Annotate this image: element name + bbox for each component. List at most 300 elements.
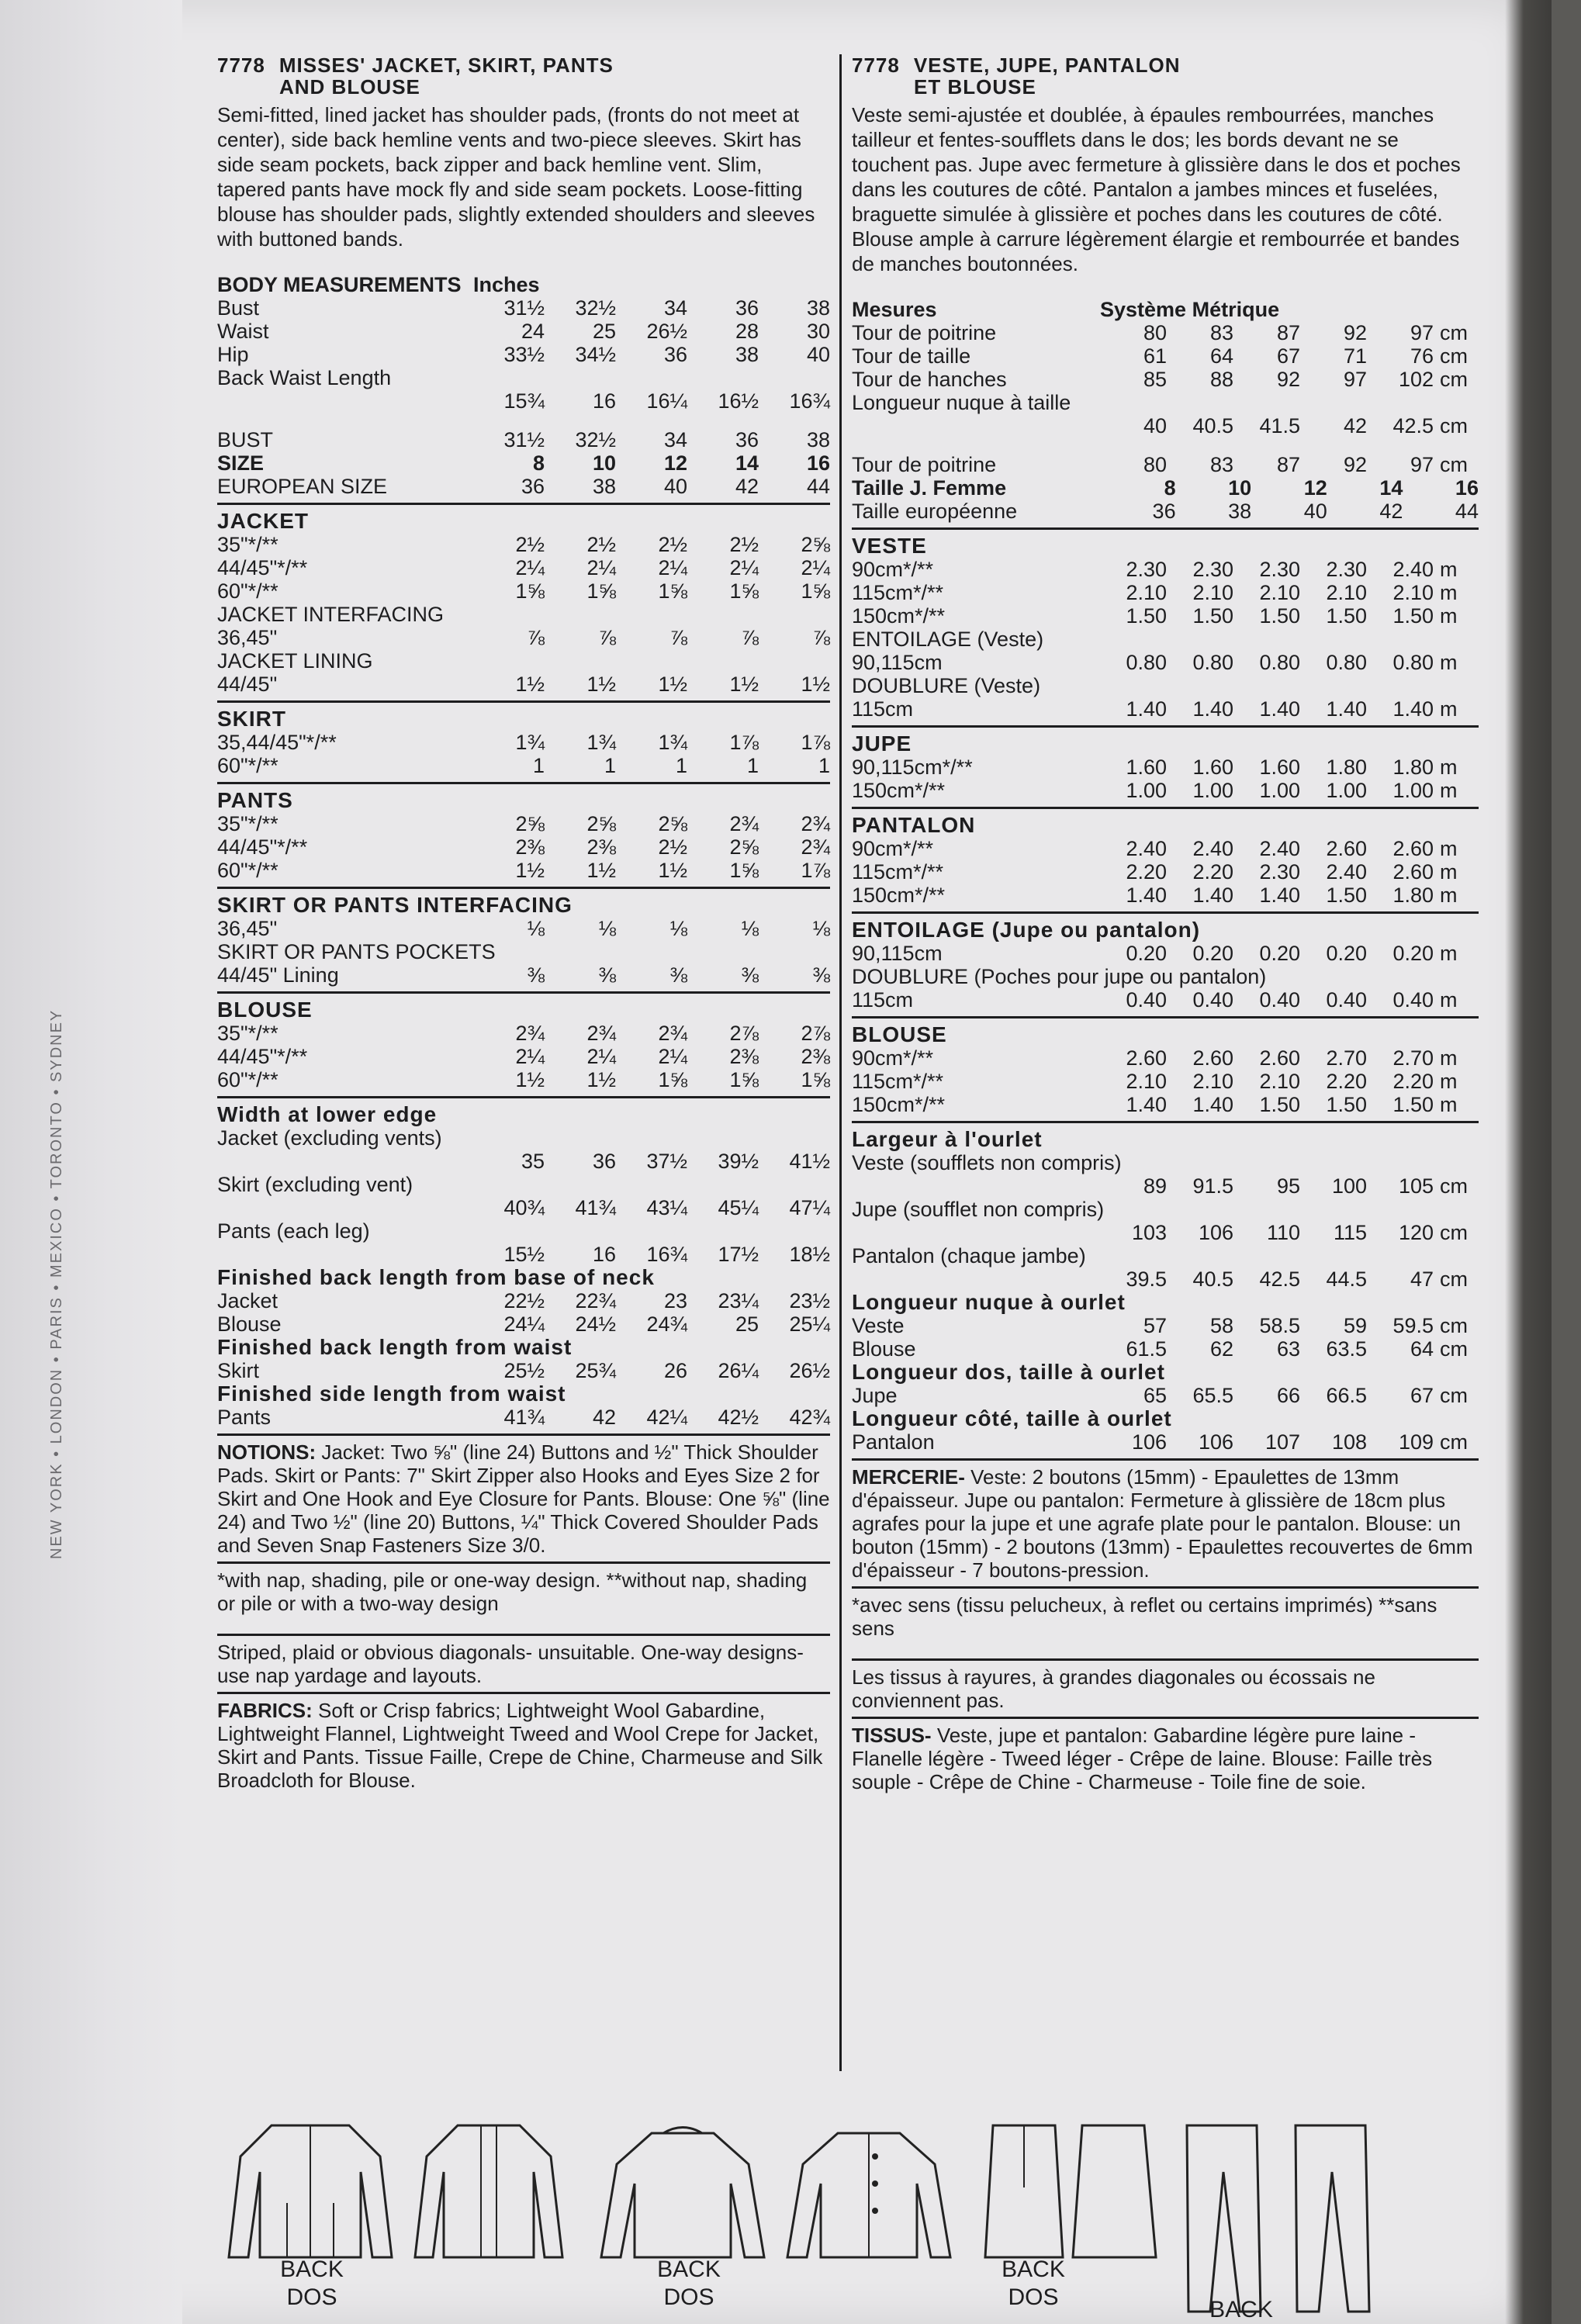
row-unit: m xyxy=(1440,779,1458,802)
back-waist-label: Longueur nuque à taille xyxy=(852,391,1071,414)
row-value: 38 xyxy=(1228,500,1252,523)
row-value: 16¾ xyxy=(789,389,830,413)
finished-length-title: Longueur nuque à ourlet xyxy=(852,1290,1126,1314)
row-value: 1½ xyxy=(586,859,616,882)
pattern-number: 7778 xyxy=(852,54,900,77)
row-value: 2.20 xyxy=(1392,1070,1434,1093)
row-value: 87 xyxy=(1276,321,1300,344)
row-value: 108 xyxy=(1331,1430,1367,1454)
back-waist-row xyxy=(217,389,830,413)
row-value: 36 xyxy=(663,343,687,366)
finished-length-title: Finished side length from waist xyxy=(217,1382,566,1406)
row-value: 31½ xyxy=(503,296,545,320)
row-value: 2⅜ xyxy=(586,835,616,859)
row-value: 39.5 xyxy=(1126,1267,1167,1291)
row-value: 1⅝ xyxy=(801,579,830,603)
row-value: 66 xyxy=(1276,1384,1300,1407)
yardage-row xyxy=(852,604,1479,628)
row-value: 62 xyxy=(1209,1337,1233,1361)
row-value: ⅞ xyxy=(812,626,830,649)
row-label: 35"*/** xyxy=(217,812,278,835)
row-value: 41.5 xyxy=(1259,414,1300,437)
row-label: Jupe xyxy=(852,1384,898,1407)
notions-block xyxy=(852,1465,1479,1582)
row-value: 102 xyxy=(1398,368,1434,391)
row-value: 1 xyxy=(532,754,545,777)
row-value: 44.5 xyxy=(1326,1267,1367,1291)
subsection-title: ENTOILAGE (Veste) xyxy=(852,628,1044,651)
row-value: 2.40 xyxy=(1326,860,1367,884)
row-value: 59.5 xyxy=(1392,1314,1434,1337)
subsection-title: SKIRT OR PANTS POCKETS xyxy=(217,940,496,963)
row-value: 26 xyxy=(663,1359,687,1382)
row-unit: m xyxy=(1440,860,1458,884)
row-value: 0.80 xyxy=(1126,651,1167,674)
row-value: 1½ xyxy=(515,673,545,696)
row-value: 1¾ xyxy=(658,731,687,754)
row-value: ⅛ xyxy=(669,917,687,940)
row-label: Skirt xyxy=(217,1359,259,1382)
body-title: BODY MEASUREMENTS xyxy=(217,273,462,296)
row-value: 25¾ xyxy=(575,1359,616,1382)
row-value: 2⅝ xyxy=(729,835,759,859)
yardage-row xyxy=(852,581,1479,604)
row-value: 44 xyxy=(1455,500,1479,523)
row-value: 38 xyxy=(806,428,830,451)
row-value: ⅛ xyxy=(527,917,545,940)
row-value: 2⅞ xyxy=(801,1022,830,1045)
row-value: 42 xyxy=(592,1406,616,1429)
notions-text: Jacket: Two ⅝" (line 24) Buttons and ½" Thick Shoulder Pads. Skirt or Pants: 7" Skirt Zipper also Hooks and Eyes Size 2 for Skirt and One Hook and Eye Closure for Pants. Blouse: One ⅝" (line 24) and Two ½" (line 20) Buttons, ¼" Thick Covered Shoulder Pads and Seven Snap Fasteners Size 3/0. xyxy=(217,1440,830,1557)
row-value: 1 xyxy=(746,754,759,777)
row-label: Blouse xyxy=(217,1312,282,1336)
row-value: 39½ xyxy=(718,1150,759,1173)
width-row xyxy=(217,1243,830,1266)
title-line-1: MISSES' JACKET, SKIRT, PANTS xyxy=(278,54,614,77)
row-value: 2⅞ xyxy=(729,1022,759,1045)
row-value: 65.5 xyxy=(1192,1384,1233,1407)
row-label: 115cm xyxy=(852,697,914,721)
finished-length-row xyxy=(852,1337,1479,1361)
width-row xyxy=(217,1196,830,1219)
row-value: 2.40 xyxy=(1192,837,1233,860)
body-row xyxy=(852,344,1479,368)
yardage-row xyxy=(217,754,830,777)
row-value: 67 xyxy=(1276,344,1300,368)
body-unit: Inches xyxy=(473,273,540,296)
spacer xyxy=(217,413,830,428)
blouse-back-drawing xyxy=(590,2110,776,2265)
row-value: 0.20 xyxy=(1126,942,1167,965)
row-value: 41¾ xyxy=(575,1196,616,1219)
row-value: 2¾ xyxy=(729,812,759,835)
row-label: Hip xyxy=(217,343,249,366)
spacer xyxy=(217,1615,830,1629)
row-value: 42.5 xyxy=(1392,414,1434,437)
spacer xyxy=(852,437,1479,453)
blouse-front-drawing xyxy=(776,2110,962,2265)
row-label: 90,115cm xyxy=(852,942,943,965)
row-value: 2⅝ xyxy=(515,812,545,835)
row-value: 1.50 xyxy=(1259,604,1300,628)
row-label: BUST xyxy=(217,428,274,451)
row-value: 61.5 xyxy=(1126,1337,1167,1361)
row-value: 83 xyxy=(1209,321,1233,344)
row-value: 1⅞ xyxy=(729,731,759,754)
row-value: 1⅞ xyxy=(801,859,830,882)
row-unit: m xyxy=(1440,558,1458,581)
row-value: 1.00 xyxy=(1192,779,1233,802)
row-unit: cm xyxy=(1440,1267,1468,1291)
row-value: 2.20 xyxy=(1192,860,1233,884)
section-rule xyxy=(217,1433,830,1436)
yardage-row xyxy=(217,812,830,835)
row-value: 92 xyxy=(1343,321,1367,344)
row-unit: m xyxy=(1440,697,1458,721)
striped-note: Striped, plaid or obvious diagonals- unsuitable. One-way designs- use nap yardage and layouts. xyxy=(217,1641,804,1687)
row-value: 2.10 xyxy=(1126,1070,1167,1093)
row-value: 106 xyxy=(1131,1430,1167,1454)
row-value: 42¼ xyxy=(646,1406,687,1429)
row-unit: m xyxy=(1440,651,1458,674)
nap-note: *avec sens (tissu pelucheux, à reflet ou certains imprimés) **sans sens xyxy=(852,1593,1437,1640)
body-row xyxy=(217,343,830,366)
row-value: 1½ xyxy=(586,1068,616,1091)
back-waist-row xyxy=(852,414,1479,437)
row-value: 2¾ xyxy=(801,812,830,835)
row-value: 1½ xyxy=(801,673,830,696)
row-unit: cm xyxy=(1440,1314,1468,1337)
row-value: 2.70 xyxy=(1326,1046,1367,1070)
row-value: 2½ xyxy=(729,533,759,556)
body-measurements-title xyxy=(217,273,830,296)
row-label: Tour de hanches xyxy=(852,368,1007,391)
row-value: ⅞ xyxy=(598,626,616,649)
width-label: Skirt (excluding vent) xyxy=(217,1173,413,1196)
row-value: 15¾ xyxy=(503,389,545,413)
row-value: 36 xyxy=(592,1150,616,1173)
body-row xyxy=(217,320,830,343)
row-value: 106 xyxy=(1198,1430,1233,1454)
row-label: 44/45"*/** xyxy=(217,835,308,859)
row-value: 2⅜ xyxy=(729,1045,759,1068)
row-value: 16 xyxy=(592,1243,616,1266)
row-value: 44 xyxy=(806,475,830,498)
yardage-row xyxy=(217,859,830,882)
row-value: ⅞ xyxy=(669,626,687,649)
row-value: 1⅝ xyxy=(729,1068,759,1091)
row-unit: cm xyxy=(1440,321,1468,344)
section-rule xyxy=(217,887,830,889)
section-rule xyxy=(217,1692,830,1694)
row-label: 60"*/** xyxy=(217,859,278,882)
row-value: 1.60 xyxy=(1259,756,1300,779)
row-value: 2½ xyxy=(586,533,616,556)
row-value: ⅜ xyxy=(669,963,687,987)
row-label: Waist xyxy=(217,320,269,343)
row-label: 90,115cm*/** xyxy=(852,756,973,779)
row-value: 35 xyxy=(521,1150,545,1173)
row-label: 150cm*/** xyxy=(852,1093,946,1116)
row-value: 16¼ xyxy=(646,389,687,413)
row-value: 1⅝ xyxy=(801,1068,830,1091)
french-column xyxy=(852,54,1479,1793)
row-value: 2.10 xyxy=(1259,581,1300,604)
row-value: 22¾ xyxy=(575,1289,616,1312)
row-label: 90,115cm xyxy=(852,651,943,674)
row-value: 2¾ xyxy=(515,1022,545,1045)
fabrics-label: TISSUS- xyxy=(852,1724,932,1747)
description: Veste semi-ajustée et doublée, à épaules rembourrées, manches tailleur et fentes-soufflets dans le dos; les bords devant ne se touchent pas. Jupe avec fermeture à glissière dans le dos et poches dans les coutures de côté. Pantalon a jambes minces et fuselées, braguette simulée à glissière et poches dans les coutures de côté. Blouse ample à carrure légèrement élargie et rembourrée et bandes de manches boutonnées. xyxy=(852,103,1461,275)
row-value: 80 xyxy=(1143,321,1167,344)
row-value: 115 xyxy=(1333,1221,1367,1244)
row-label: 90cm*/** xyxy=(852,558,934,581)
row-value: 66.5 xyxy=(1326,1384,1367,1407)
yardage-row xyxy=(852,884,1479,907)
row-value: 1.40 xyxy=(1126,1093,1167,1116)
row-value: 34½ xyxy=(575,343,616,366)
row-value: 1.60 xyxy=(1192,756,1233,779)
row-value: 31½ xyxy=(503,428,545,451)
row-value: 1.50 xyxy=(1392,604,1434,628)
row-unit: cm xyxy=(1440,368,1468,391)
row-unit: cm xyxy=(1440,1337,1468,1361)
section-rule xyxy=(217,1096,830,1098)
row-value: 36 xyxy=(735,296,759,320)
row-value: 2⅜ xyxy=(515,835,545,859)
row-value: 58 xyxy=(1209,1314,1233,1337)
width-label: Pantalon (chaque jambe) xyxy=(852,1244,1086,1267)
yardage-row xyxy=(852,779,1479,802)
row-value: ⅜ xyxy=(527,963,545,987)
section-rule xyxy=(852,1717,1479,1719)
section-title: BLOUSE xyxy=(852,1022,947,1046)
section-rule xyxy=(852,1016,1479,1018)
row-unit: cm xyxy=(1440,453,1468,476)
body-measurements-title xyxy=(852,298,1479,321)
row-value: 1 xyxy=(604,754,616,777)
bust-row xyxy=(852,453,1479,476)
row-value: 40 xyxy=(1303,500,1327,523)
section-rule xyxy=(852,911,1479,914)
pattern-number: 7778 xyxy=(217,54,265,77)
row-value: 2.10 xyxy=(1192,581,1233,604)
yardage-row xyxy=(217,556,830,579)
section-title: SKIRT OR PANTS INTERFACING xyxy=(217,893,573,917)
row-value: 1⅝ xyxy=(729,859,759,882)
body-unit: Système Métrique xyxy=(1100,298,1280,321)
row-value: 14 xyxy=(735,451,759,475)
row-label: 60"*/** xyxy=(217,579,278,603)
yardage-row xyxy=(217,579,830,603)
row-value: 1.00 xyxy=(1392,779,1434,802)
row-value: 0.20 xyxy=(1192,942,1233,965)
row-value: 97 xyxy=(1343,368,1367,391)
row-unit: cm xyxy=(1440,1174,1468,1198)
row-unit: m xyxy=(1440,942,1458,965)
row-unit: m xyxy=(1440,1093,1458,1116)
row-value: 42 xyxy=(735,475,759,498)
row-label: 150cm*/** xyxy=(852,604,946,628)
row-value: ⅜ xyxy=(812,963,830,987)
description: Semi-fitted, lined jacket has shoulder pads, (fronts do not meet at center), side back hemline vents and two-piece sleeves. Skirt has side seam pockets, back zipper and back hemline vent. Slim, tapered pants have mock fly and side seam pockets. Loose-fitting blouse has shoulder pads, slightly extended shoulders and sleeves with buttoned bands. xyxy=(217,103,815,251)
row-label: 60"*/** xyxy=(217,754,278,777)
row-value: 89 xyxy=(1143,1174,1167,1198)
row-unit: m xyxy=(1440,1070,1458,1093)
row-value: 97 xyxy=(1410,453,1434,476)
row-value: 0.80 xyxy=(1326,651,1367,674)
row-value: 109 xyxy=(1398,1430,1434,1454)
row-value: 1.00 xyxy=(1259,779,1300,802)
yardage-row xyxy=(217,1045,830,1068)
row-label: 35,44/45"*/** xyxy=(217,731,337,754)
finished-length-title: Finished back length from waist xyxy=(217,1335,573,1359)
row-value: 40 xyxy=(806,343,830,366)
row-value: 92 xyxy=(1276,368,1300,391)
row-label: Jacket xyxy=(217,1289,278,1312)
pattern-title xyxy=(217,54,830,76)
subsection-title: DOUBLURE (Veste) xyxy=(852,674,1041,697)
subsection-title: JACKET INTERFACING xyxy=(217,603,445,626)
row-value: 14 xyxy=(1379,476,1403,500)
yardage-row xyxy=(852,942,1479,965)
row-unit: cm xyxy=(1440,344,1468,368)
row-value: 0.40 xyxy=(1326,988,1367,1012)
row-value: 0.20 xyxy=(1259,942,1300,965)
section-rule xyxy=(217,503,830,505)
yardage-row xyxy=(217,1068,830,1091)
row-value: 103 xyxy=(1131,1221,1167,1244)
size-row xyxy=(217,451,830,475)
row-value: 30 xyxy=(806,320,830,343)
row-value: 0.40 xyxy=(1126,988,1167,1012)
row-value: 2¾ xyxy=(658,1022,687,1045)
row-value: 37½ xyxy=(646,1150,687,1173)
row-value: 1.50 xyxy=(1259,1093,1300,1116)
row-label: 44/45" Lining xyxy=(217,963,339,987)
finished-length-row xyxy=(852,1430,1479,1454)
drawing-label-2: BACK DOS xyxy=(657,2257,721,2310)
body-title: Mesures xyxy=(852,298,937,321)
envelope-fold xyxy=(0,0,182,2324)
finished-length-title: Longueur dos, taille à ourlet xyxy=(852,1360,1165,1384)
row-value: 2¼ xyxy=(515,556,545,579)
row-label: Bust xyxy=(217,296,260,320)
yardage-row xyxy=(217,1022,830,1045)
row-label: 150cm*/** xyxy=(852,884,946,907)
row-label: Veste xyxy=(852,1314,905,1337)
torn-edge xyxy=(1505,0,1552,2324)
section-rule xyxy=(852,1121,1479,1123)
section-rule xyxy=(852,1458,1479,1461)
row-value: 1.40 xyxy=(1192,884,1233,907)
yardage-row xyxy=(852,1093,1479,1116)
row-value: 22½ xyxy=(503,1289,545,1312)
yardage-row xyxy=(852,860,1479,884)
row-value: 16 xyxy=(592,389,616,413)
row-value: 0.80 xyxy=(1259,651,1300,674)
row-value: 10 xyxy=(592,451,616,475)
row-value: 0.80 xyxy=(1192,651,1233,674)
row-value: 2.60 xyxy=(1192,1046,1233,1070)
row-value: 1 xyxy=(675,754,687,777)
row-value: 59 xyxy=(1343,1314,1367,1337)
yardage-row xyxy=(852,1070,1479,1093)
row-value: 42.5 xyxy=(1259,1267,1300,1291)
row-value: 47¼ xyxy=(789,1196,830,1219)
row-value: 2.60 xyxy=(1259,1046,1300,1070)
row-value: 17½ xyxy=(718,1243,759,1266)
row-value: 16 xyxy=(1455,476,1479,500)
row-value: 2.30 xyxy=(1259,558,1300,581)
subsection-title: DOUBLURE (Poches pour jupe ou pantalon) xyxy=(852,965,1267,988)
row-value: 1.40 xyxy=(1192,697,1233,721)
section-title: PANTALON xyxy=(852,813,976,837)
finished-length-row xyxy=(217,1359,830,1382)
section-title: SKIRT xyxy=(217,707,286,731)
section-title: VESTE xyxy=(852,534,927,558)
body-row xyxy=(852,368,1479,391)
row-value: 83 xyxy=(1209,453,1233,476)
row-label: Blouse xyxy=(852,1337,916,1361)
back-view-drawings xyxy=(217,2110,1458,2324)
row-value: 105 xyxy=(1398,1174,1434,1198)
bust-row xyxy=(217,428,830,451)
title-line-1: VESTE, JUPE, PANTALON xyxy=(913,54,1181,77)
row-value: 24 xyxy=(521,320,545,343)
yardage-row xyxy=(217,673,830,696)
row-label: Taille J. Femme xyxy=(852,476,1007,500)
section-title: BLOUSE xyxy=(217,998,313,1022)
row-value: 67 xyxy=(1410,1384,1434,1407)
finished-length-row xyxy=(217,1312,830,1336)
row-value: 1¾ xyxy=(586,731,616,754)
row-label: 36,45" xyxy=(217,917,278,940)
spacer xyxy=(852,1640,1479,1654)
row-value: 23½ xyxy=(789,1289,830,1312)
drawing-label-1: BACK DOS xyxy=(280,2257,344,2310)
row-value: 25 xyxy=(592,320,616,343)
row-value: 0.40 xyxy=(1192,988,1233,1012)
section-rule xyxy=(217,1634,830,1636)
yardage-row xyxy=(217,533,830,556)
row-value: 1.60 xyxy=(1126,756,1167,779)
row-value: 0.20 xyxy=(1326,942,1367,965)
row-label: Tour de taille xyxy=(852,344,971,368)
pattern-title xyxy=(852,54,1479,76)
row-value: 2½ xyxy=(515,533,545,556)
section-rule xyxy=(217,700,830,703)
row-value: 2¼ xyxy=(801,556,830,579)
row-value: 40¾ xyxy=(503,1196,545,1219)
row-label: Pants xyxy=(217,1406,272,1429)
row-value: 80 xyxy=(1143,453,1167,476)
subsection-title: JACKET LINING xyxy=(217,649,373,673)
row-value: 24¼ xyxy=(503,1312,545,1336)
width-row xyxy=(217,1150,830,1173)
row-value: 16 xyxy=(806,451,830,475)
row-value: 1½ xyxy=(658,673,687,696)
row-value: 57 xyxy=(1143,1314,1167,1337)
row-value: 2.40 xyxy=(1126,837,1167,860)
row-value: 40.5 xyxy=(1192,1267,1233,1291)
pants-drawings xyxy=(1171,2110,1404,2324)
row-value: 38 xyxy=(735,343,759,366)
row-value: 1.40 xyxy=(1192,1093,1233,1116)
row-value: 1¾ xyxy=(515,731,545,754)
row-value: 1.40 xyxy=(1126,697,1167,721)
row-value: ⅞ xyxy=(741,626,759,649)
